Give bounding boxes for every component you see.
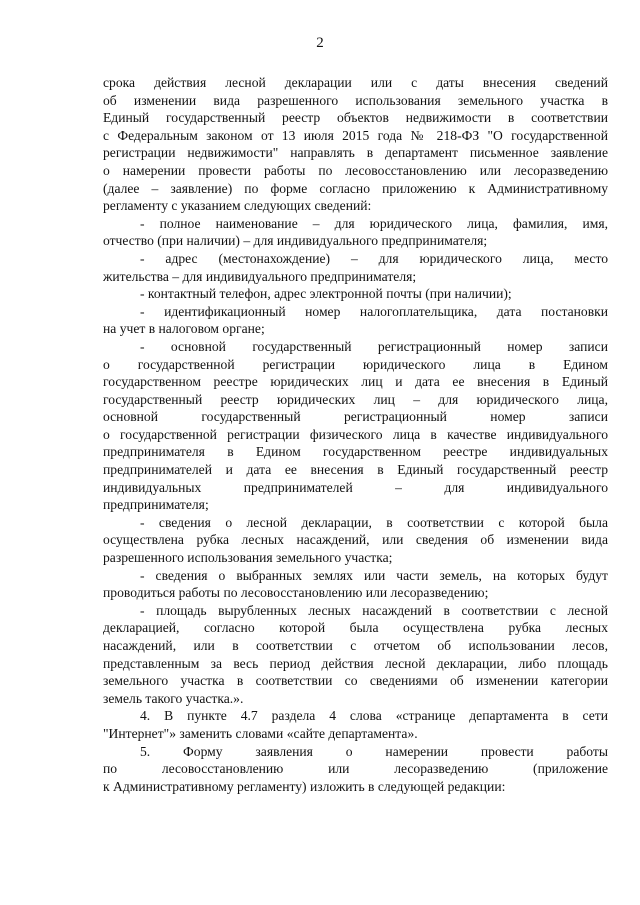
text-line: предпринимателя в Едином государственном реестре индивидуальных: [103, 444, 608, 460]
text-line: к Административному регламенту) изложить в следующей редакции:: [103, 778, 506, 794]
text-line: предпринимателей и дата ее внесения в Единый государственный реестр: [103, 462, 608, 478]
text-line: жительства – для индивидуального предпринимателя;: [103, 268, 417, 284]
text-line: 4. В пункте 4.7 раздела 4 слова «странице департамента в сети: [140, 708, 608, 724]
text-line: - идентификационный номер налогоплательщика, дата постановки: [140, 303, 608, 319]
text-line: земельного участка в соответствии со сведениями об изменении категории: [103, 673, 608, 689]
text-line: земель такого участка.».: [103, 690, 244, 706]
text-line: основной государственный регистрационный номер записи: [103, 409, 608, 425]
text-line: о намерении провести работы по лесовосстановлению или лесоразведению: [103, 162, 608, 178]
text-line: декларацией, согласно которой была осуществлена рубка лесных: [103, 620, 608, 636]
text-line: - адрес (местонахождение) – для юридического лица, место: [140, 250, 608, 266]
text-line: (далее – заявление) по форме согласно приложению к Административному: [103, 180, 608, 196]
text-line: - основной государственный регистрационный номер записи: [140, 338, 608, 354]
text-line: Единый государственный реестр объектов недвижимости в соответствии: [103, 110, 608, 126]
text-line: об изменении вида разрешенного использования земельного участка в: [103, 92, 608, 108]
page-number: 2: [316, 35, 324, 51]
text-line: насаждений, или в соответствии с отчетом об использовании лесов,: [103, 638, 608, 653]
text-line: по лесовосстановлению или лесоразведению (приложение: [103, 761, 608, 777]
text-line: - полное наименование – для юридического лица, фамилия, имя,: [140, 215, 608, 231]
text-line: о государственной регистрации физического лица в качестве индивидуального: [103, 426, 608, 442]
text-line: регистрации недвижимости" направлять в департамент письменное заявление: [103, 145, 608, 161]
text-line: индивидуальных предпринимателей – для индивидуального: [103, 479, 608, 495]
text-line: - сведения о выбранных землях или части земель, на которых будут: [140, 567, 608, 583]
text-line: государственном реестре юридических лиц и дата ее внесения в Единый: [103, 374, 608, 390]
text-line: "Интернет"» заменить словами «сайте департамента».: [103, 725, 418, 741]
text-line: 5. Форму заявления о намерении провести работы: [140, 743, 608, 759]
text-line: осуществлена рубка лесных насаждений, или сведения об изменении вида: [103, 532, 608, 548]
text-line: проводиться работы по лесовосстановлению или лесоразведению;: [103, 585, 489, 601]
text-line: представленным за весь период действия лесной декларации, либо площадь: [103, 655, 608, 671]
text-line: о государственной регистрации юридического лица в Едином: [103, 356, 608, 372]
text-line: - сведения о лесной декларации, в соответствии с которой была: [140, 514, 608, 530]
text-line: предпринимателя;: [103, 497, 209, 513]
text-line: на учет в налоговом органе;: [103, 321, 265, 337]
document-body: [103, 74, 608, 795]
text-line: - контактный телефон, адрес электронной почты (при наличии);: [140, 286, 512, 302]
text-line: регламенту с указанием следующих сведений:: [103, 198, 372, 214]
text-line: - площадь вырубленных лесных насаждений в соответствии с лесной: [140, 602, 608, 618]
text-line: отчество (при наличии) – для индивидуального предпринимателя;: [103, 233, 488, 249]
text-line: с Федеральным законом от 13 июля 2015 года № 218-ФЗ "О государственной: [103, 127, 608, 143]
text-line: срока действия лесной декларации или с даты внесения сведений: [103, 75, 608, 90]
text-line: разрешенного использования земельного участка;: [103, 550, 393, 566]
text-line: государственный реестр юридических лиц – для юридического лица,: [103, 391, 608, 407]
